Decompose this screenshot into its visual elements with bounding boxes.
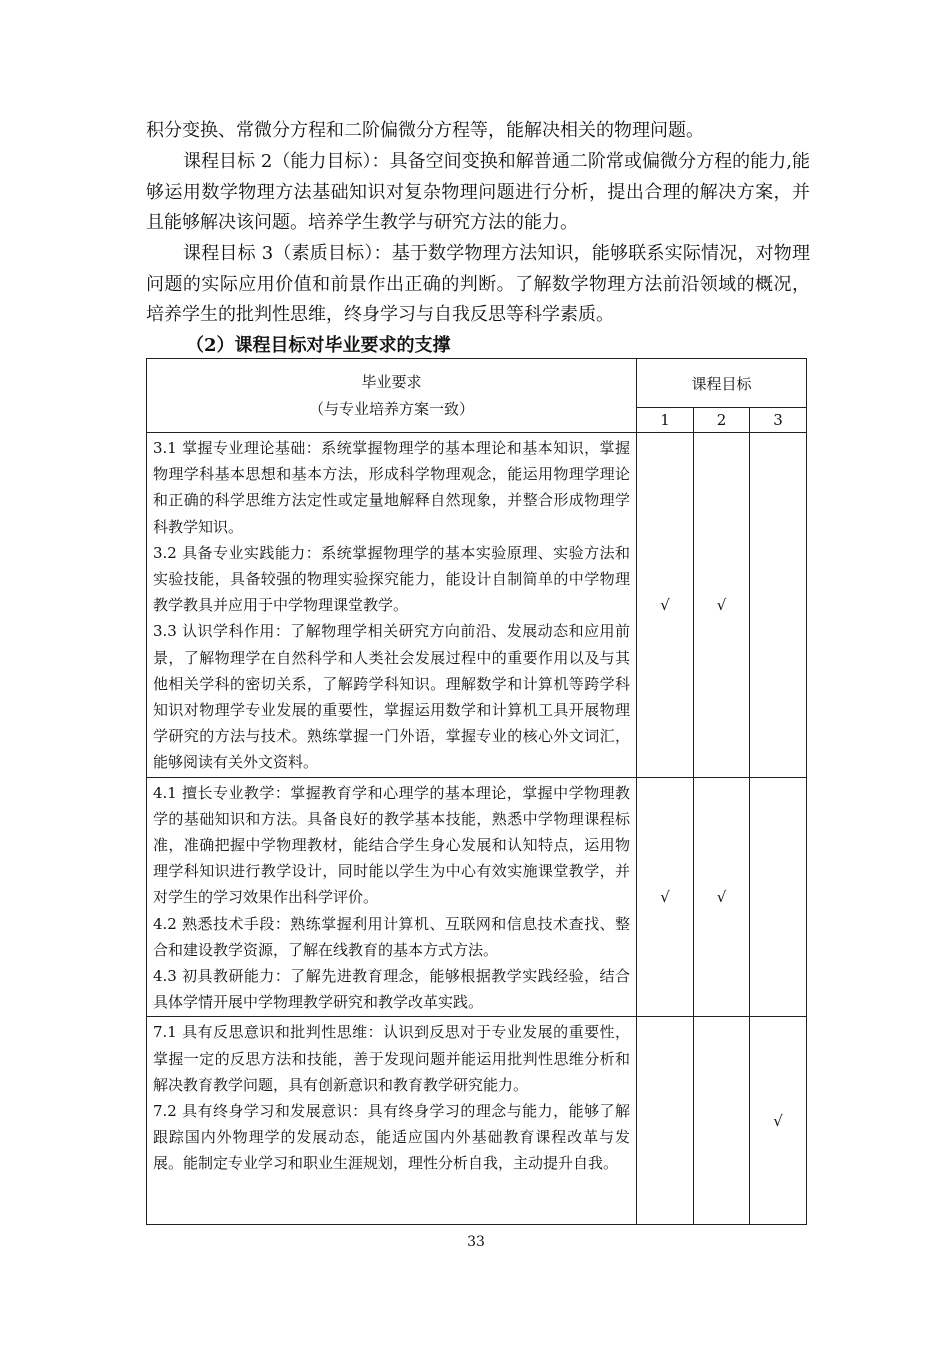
header-graduation-requirement <box>147 359 637 433</box>
page-number: 33 <box>467 1234 485 1250</box>
table-row <box>147 1017 807 1225</box>
goal-number-1: 1 <box>637 408 694 433</box>
paragraph-continuation: 积分变换、常微分方程和二阶偏微分方程等，能解决相关的物理问题。 <box>146 120 704 141</box>
section-heading: （2）课程目标对毕业要求的支撑 <box>186 335 451 356</box>
check-mark <box>750 777 807 1017</box>
paragraph-goal-2: 课程目标 2（能力目标）：具备空间变换和解普通二阶常或偏微分方程的能力,能够运用数学物理方法基础知识对复杂物理问题进行分析，提出合理的解决方案，并且能够解决该问题。培养学生教学与研究方法的能力。 <box>146 151 810 233</box>
header-req-note: （与专业培养方案一致） <box>308 399 474 418</box>
requirement-cell <box>147 1017 637 1225</box>
check-mark: √ <box>750 1017 807 1225</box>
requirement-item: 3.3 认识学科作用：了解物理学相关研究方向前沿、发展动态和应用前景，了解物理学在自然科学和人类社会发展过程中的重要作用以及与其他相关学科的密切关系，了解跨学科知识。理解数学和计算机等跨学科知识对物理学专业发展的重要性，掌握运用数学和计算机工具开展物理学研究的方法与技术。熟练掌握一门外语，掌握专业的核心外文词汇，能够阅读有关外文资料。 <box>153 622 630 772</box>
requirement-cell <box>147 777 637 1017</box>
requirement-item: 4.1 擅长专业教学：掌握教育学和心理学的基本理论，掌握中学物理教学的基础知识和方法。具备良好的教学基本技能，熟悉中学物理课程标准，准确把握中学物理教材，能结合学生身心发展和认知特点，运用物理学科知识进行教学设计，同时能以学生为中心有效实施课堂教学，并对学生的学习效果作出科学评价。 <box>153 783 630 907</box>
table-row <box>147 777 807 1017</box>
requirement-item: 3.1 掌握专业理论基础：系统掌握物理学的基本理论和基本知识，掌握物理学科基本思想和基本方法，形成科学物理观念，能运用物理学理论和正确的科学思维方法定性或定量地解释自然现象，并整合形成物理学科教学知识。 <box>153 439 630 536</box>
paragraph-goal-3: 课程目标 3（素质目标）：基于数学物理方法知识，能够联系实际情况，对物理问题的实际应用价值和前景作出正确的判断。了解数学物理方法前沿领域的概况，培养学生的批判性思维，终身学习与自我反思等科学素质。 <box>146 243 810 325</box>
check-mark <box>637 1017 694 1225</box>
requirement-cell <box>147 433 637 778</box>
check-mark: √ <box>694 777 750 1017</box>
check-mark: √ <box>637 433 694 778</box>
goal-number-2: 2 <box>694 408 750 433</box>
requirement-item: 3.2 具备专业实践能力：系统掌握物理学的基本实验原理、实验方法和实验技能，具备较强的物理实验探究能力，能设计自制简单的中学物理教学教具并应用于中学物理课堂教学。 <box>153 543 630 615</box>
requirement-item: 7.2 具有终身学习和发展意识：具有终身学习的理念与能力，能够了解跟踪国内外物理学的发展动态，能适应国内外基础教育课程改革与发展。能制定专业学习和职业生涯规划，理性分析自我，主动提升自我。 <box>153 1102 630 1173</box>
check-mark <box>694 1017 750 1225</box>
check-mark: √ <box>637 777 694 1017</box>
check-mark <box>750 433 807 778</box>
header-req-title: 毕业要求 <box>361 372 422 391</box>
table-row <box>147 433 807 778</box>
header-course-goals: 课程目标 <box>637 359 807 408</box>
requirement-item: 7.1 具有反思意识和批判性思维：认识到反思对于专业发展的重要性，掌握一定的反思方法和技能，善于发现问题并能运用批判性思维分析和解决教育教学问题，具有创新意识和教育教学研究能力。 <box>153 1023 630 1094</box>
table-header-row <box>147 359 807 408</box>
check-mark: √ <box>694 433 750 778</box>
requirement-item: 4.2 熟悉技术手段：熟练掌握利用计算机、互联网和信息技术查找、整合和建设教学资源，了解在线教育的基本方式方法。 <box>153 914 630 959</box>
requirements-table <box>146 358 807 1225</box>
goal-number-3: 3 <box>750 408 807 433</box>
requirement-item: 4.3 初具教研能力：了解先进教育理念，能够根据教学实践经验，结合具体学情开展中学物理教学研究和教学改革实践。 <box>153 967 630 1012</box>
